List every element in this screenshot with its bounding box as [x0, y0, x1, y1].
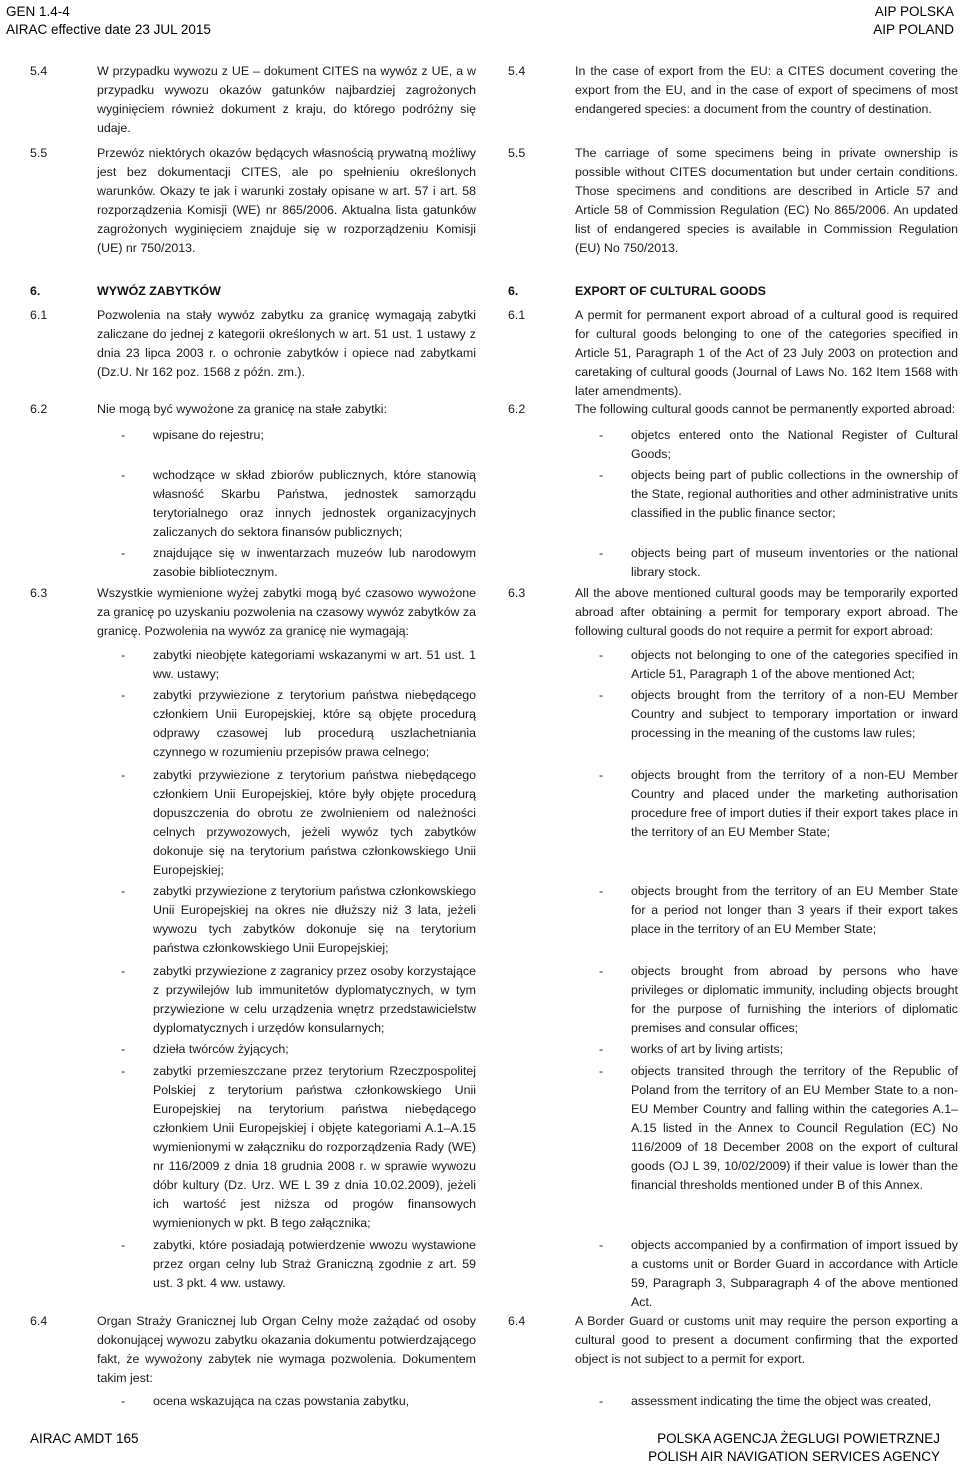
section-6-2: [30, 400, 476, 419]
document-reference: GEN 1.4-4: [6, 4, 70, 19]
list-item: - zabytki nieobjęte kategoriami wskazanymi w art. 51 ust. 1 ww. ustawy;: [121, 648, 476, 681]
section-number: 5.5: [30, 146, 48, 160]
list-item: - zabytki przywiezione z zagranicy przez osoby korzystające z przywilejów lub immunitetów dyplomatycznych, w tym przywiezione w celu urządzenia wnętrz przedstawicielstw dyplomatycznych i urzędów konsularnych;: [121, 964, 476, 1035]
section-6-3: [30, 584, 476, 641]
list-item: - ocena wskazująca na czas powstania zabytku,: [121, 1394, 410, 1408]
section-title: WYWÓZ ZABYTKÓW: [97, 284, 221, 298]
section-number: 6.4: [30, 1314, 48, 1328]
list-item: - znajdujące się w inwentarzach muzeów lub narodowym zasobie bibliotecznym.: [121, 546, 476, 579]
list-item: - zabytki przywiezione z terytorium państwa niebędącego członkiem Unii Europejskiej, które są objęte procedurą odprawy czasowej lub procedurą uszlachetniania czynnego w rozumieniu przepisów prawa celnego;: [121, 688, 476, 759]
section-number: 6.1: [508, 308, 526, 322]
section-text: The following cultural goods cannot be permanently exported abroad:: [575, 402, 956, 416]
publication-name-pl: AIP POLSKA: [874, 4, 954, 19]
section-number: 6.2: [30, 402, 48, 416]
agency-name-en: POLISH AIR NAVIGATION SERVICES AGENCY: [648, 1449, 940, 1464]
section-5-4: [508, 62, 958, 119]
section-title: EXPORT OF CULTURAL GOODS: [575, 284, 766, 298]
section-5-4: [30, 62, 476, 138]
section-number: 6.3: [508, 586, 526, 600]
section-number: 6.: [30, 284, 41, 298]
page-header-right: [873, 3, 954, 39]
section-text: Pozwolenia na stały wywóz zabytku za granicę wymagają zabytki zaliczane do jednej z kategorii określonych w art. 51 ust. 1 ustawy z dnia 23 lipca 2003 r. o ochronie zabytków i opiece nad zabytkami (Dz.U. Nr 162 poz. 1568 z późn. zm.).: [97, 308, 476, 379]
section-6-heading: [508, 282, 958, 301]
section-5-5: [30, 144, 476, 258]
list-item: - objects brought from the territory of an EU Member State for a period not longer than 3 years if their export takes place in the territory of an EU Member State;: [599, 884, 958, 936]
page-header-left: [6, 3, 211, 39]
section-text: W przypadku wywozu z UE – dokument CITES na wywóz z UE, a w przypadku wywozu okazów gatunków najbardziej zagrożonych wyginięciem również dokument z kraju, do którego podróżny się udaje.: [97, 64, 476, 135]
section-text: Nie mogą być wywożone za granicę na stałe zabytki:: [97, 402, 387, 416]
list-item: - objects brought from the territory of a non-EU Member Country and placed under the marketing authorisation procedure free of import duties if their export takes place in the territory of an EU Member State;: [599, 768, 958, 839]
section-6-4: [508, 1312, 958, 1369]
publication-name-en: AIP POLAND: [873, 22, 954, 37]
list-item: - objects not belonging to one of the categories specified in Article 51, Paragraph 1 of the above mentioned Act;: [599, 648, 958, 681]
section-6-4: [30, 1312, 476, 1388]
section-number: 5.4: [30, 64, 48, 78]
list-item: - objects accompanied by a confirmation of import issued by a customs unit or Border Guard in accordance with Article 59, Paragraph 3, Subparagraph 4 of the above mentioned Act.: [599, 1238, 958, 1309]
section-6-2: [508, 400, 958, 419]
agency-name-pl: POLSKA AGENCJA ŻEGLUGI POWIETRZNEJ: [657, 1431, 940, 1446]
list-item: - works of art by living artists;: [599, 1042, 784, 1056]
section-text: In the case of export from the EU: a CITES document covering the export from the EU, and in the case of export of specimens of most endangered species: a document from the country of destination.: [575, 64, 958, 116]
list-item: - dzieła twórców żyjących;: [121, 1042, 289, 1056]
amendment-number: AIRAC AMDT 165: [30, 1431, 139, 1446]
list-item: - objects transited through the territory of the Republic of Poland from the territory of an EU Member State to a non-EU Member Country and falling within the categories A.1–A.15 listed in the Annex to Council Regulation (EC) No 116/2009 of 18 December 2008 on the export of cultural goods (OJ L 39, 10/02/2009) if their value is lower than the financial thresholds mentioned under B of this Annex.: [599, 1064, 958, 1192]
list-item: - objects being part of museum inventories or the national library stock.: [599, 546, 958, 579]
section-text: Wszystkie wymienione wyżej zabytki mogą być czasowo wywożone za granicę po uzyskaniu pozwolenia na czasowy wywóz zabytków za granicę. Pozwolenia na wywóz za granicę nie wymagają:: [97, 586, 476, 638]
section-text: A permit for permanent export abroad of a cultural good is required for cultural goods belonging to one of the categories specified in Article 51, Paragraph 1 of the Act of 23 July 2003 on protection and caretaking of cultural goods (Journal of Laws No. 162 Item 1568 with later amendments).: [575, 308, 958, 398]
section-text: All the above mentioned cultural goods may be temporarily exported abroad after obtaining a permit for temporary export abroad. The following cultural goods do not require a permit for export abroad:: [575, 586, 958, 638]
section-number: 5.4: [508, 64, 526, 78]
section-number: 6.2: [508, 402, 526, 416]
section-6-heading: [30, 282, 476, 301]
list-item: - zabytki, które posiadają potwierdzenie wwozu wystawione przez organ celny lub Straż Graniczną zgodnie z art. 59 ust. 3 pkt. 4 ww. ustawy.: [121, 1238, 476, 1290]
page-footer-right: [648, 1430, 940, 1466]
section-text: The carriage of some specimens being in private ownership is possible without CITES documentation but under certain conditions. Those specimens and conditions are described in Article 57 and Article 58 of Commission Regulation (EC) No 865/2006. An updated list of endangered species is available in Commission Regulation (EU) No 750/2013.: [575, 146, 958, 255]
list-item: - objects being part of public collections in the ownership of the State, regional authorities and other administrative units classified in the public finance sector;: [599, 468, 958, 520]
list-item: - objects brought from the territory of a non-EU Member Country and subject to temporary importation or inward processing in the meaning of the customs law rules;: [599, 688, 958, 740]
section-text: Organ Straży Granicznej lub Organ Celny może zażądać od osoby dokonującej wywozu zabytku okazania dokumentu potwierdzającego fakt, że wywożony zabytek nie wymaga pozwolenia. Dokumentem takim jest:: [97, 1314, 476, 1385]
section-5-5: [508, 144, 958, 258]
list-item: - zabytki przemieszczane przez terytorium Rzeczpospolitej Polskiej z terytorium państwa członkowskiego Unii Europejskiej na terytorium państwa niebędącego członkiem Unii Europejskiej i objęte kategoriami A.1–A.15 wymienionymi w załączniku do rozporządzenia Rady (WE) nr 116/2009 z dnia 18 grudnia 2008 r. w sprawie wywozu dóbr kultury (Dz. Urz. WE L 39 z dnia 10.02.2009), jeżeli ich wartość jest niższa od progów finansowych wymienionych w pkt. B tego załącznika;: [121, 1064, 476, 1230]
section-text: A Border Guard or customs unit may require the person exporting a cultural good to present a document confirming that the exported object is not subject to a permit for export.: [575, 1314, 958, 1366]
list-item: - zabytki przywiezione z terytorium państwa niebędącego członkiem Unii Europejskiej, które były objęte procedurą dopuszczenia do obrotu ze zwolnieniem od należności celnych przywozowych, jeżeli wywóz tych zabytków dokonuje się na terytorium państwa członkowskiego Unii Europejskiej;: [121, 768, 476, 877]
list-item: - wpisane do rejestru;: [121, 428, 264, 442]
list-item: - wchodzące w skład zbiorów publicznych, które stanowią własność Skarbu Państwa, jednostek samorządu terytorialnego oraz innych jednostek organizacyjnych zaliczanych do sektora finansów publicznych;: [121, 468, 476, 539]
section-number: 6.4: [508, 1314, 526, 1328]
section-number: 5.5: [508, 146, 526, 160]
section-number: 6.: [508, 284, 519, 298]
effective-date: AIRAC effective date 23 JUL 2015: [6, 22, 211, 37]
section-6-1: [508, 306, 958, 401]
list-item: - zabytki przywiezione z terytorium państwa członkowskiego Unii Europejskiej na okres nie dłuższy niż 3 lata, jeżeli wywozu tych zabytków dokonuje się na terytorium państwa członkowskiego Unii Europejskiej;: [121, 884, 476, 955]
section-text: Przewóz niektórych okazów będących własnością prywatną możliwy jest bez dokumentacji CITES, ale po spełnieniu określonych warunków. Okazy te jak i warunki zostały opisane w art. 57 i art. 58 rozporządzenia Komisji (WE) nr 865/2006. Aktualna lista gatunków zagrożonych wyginięciem znajduje się w rozporządzeniu Komisji (UE) nr 750/2013.: [97, 146, 476, 255]
list-item: - objects brought from abroad by persons who have privileges or diplomatic immunity, including objects brought for the purpose of furnishing the interiors of diplomatic premises and consular offices;: [599, 964, 958, 1035]
section-number: 6.1: [30, 308, 48, 322]
section-6-3: [508, 584, 958, 641]
section-6-1: [30, 306, 476, 382]
list-item: - objetcs entered onto the National Register of Cultural Goods;: [599, 428, 958, 461]
section-number: 6.3: [30, 586, 48, 600]
list-item: - assessment indicating the time the object was created,: [599, 1394, 932, 1408]
